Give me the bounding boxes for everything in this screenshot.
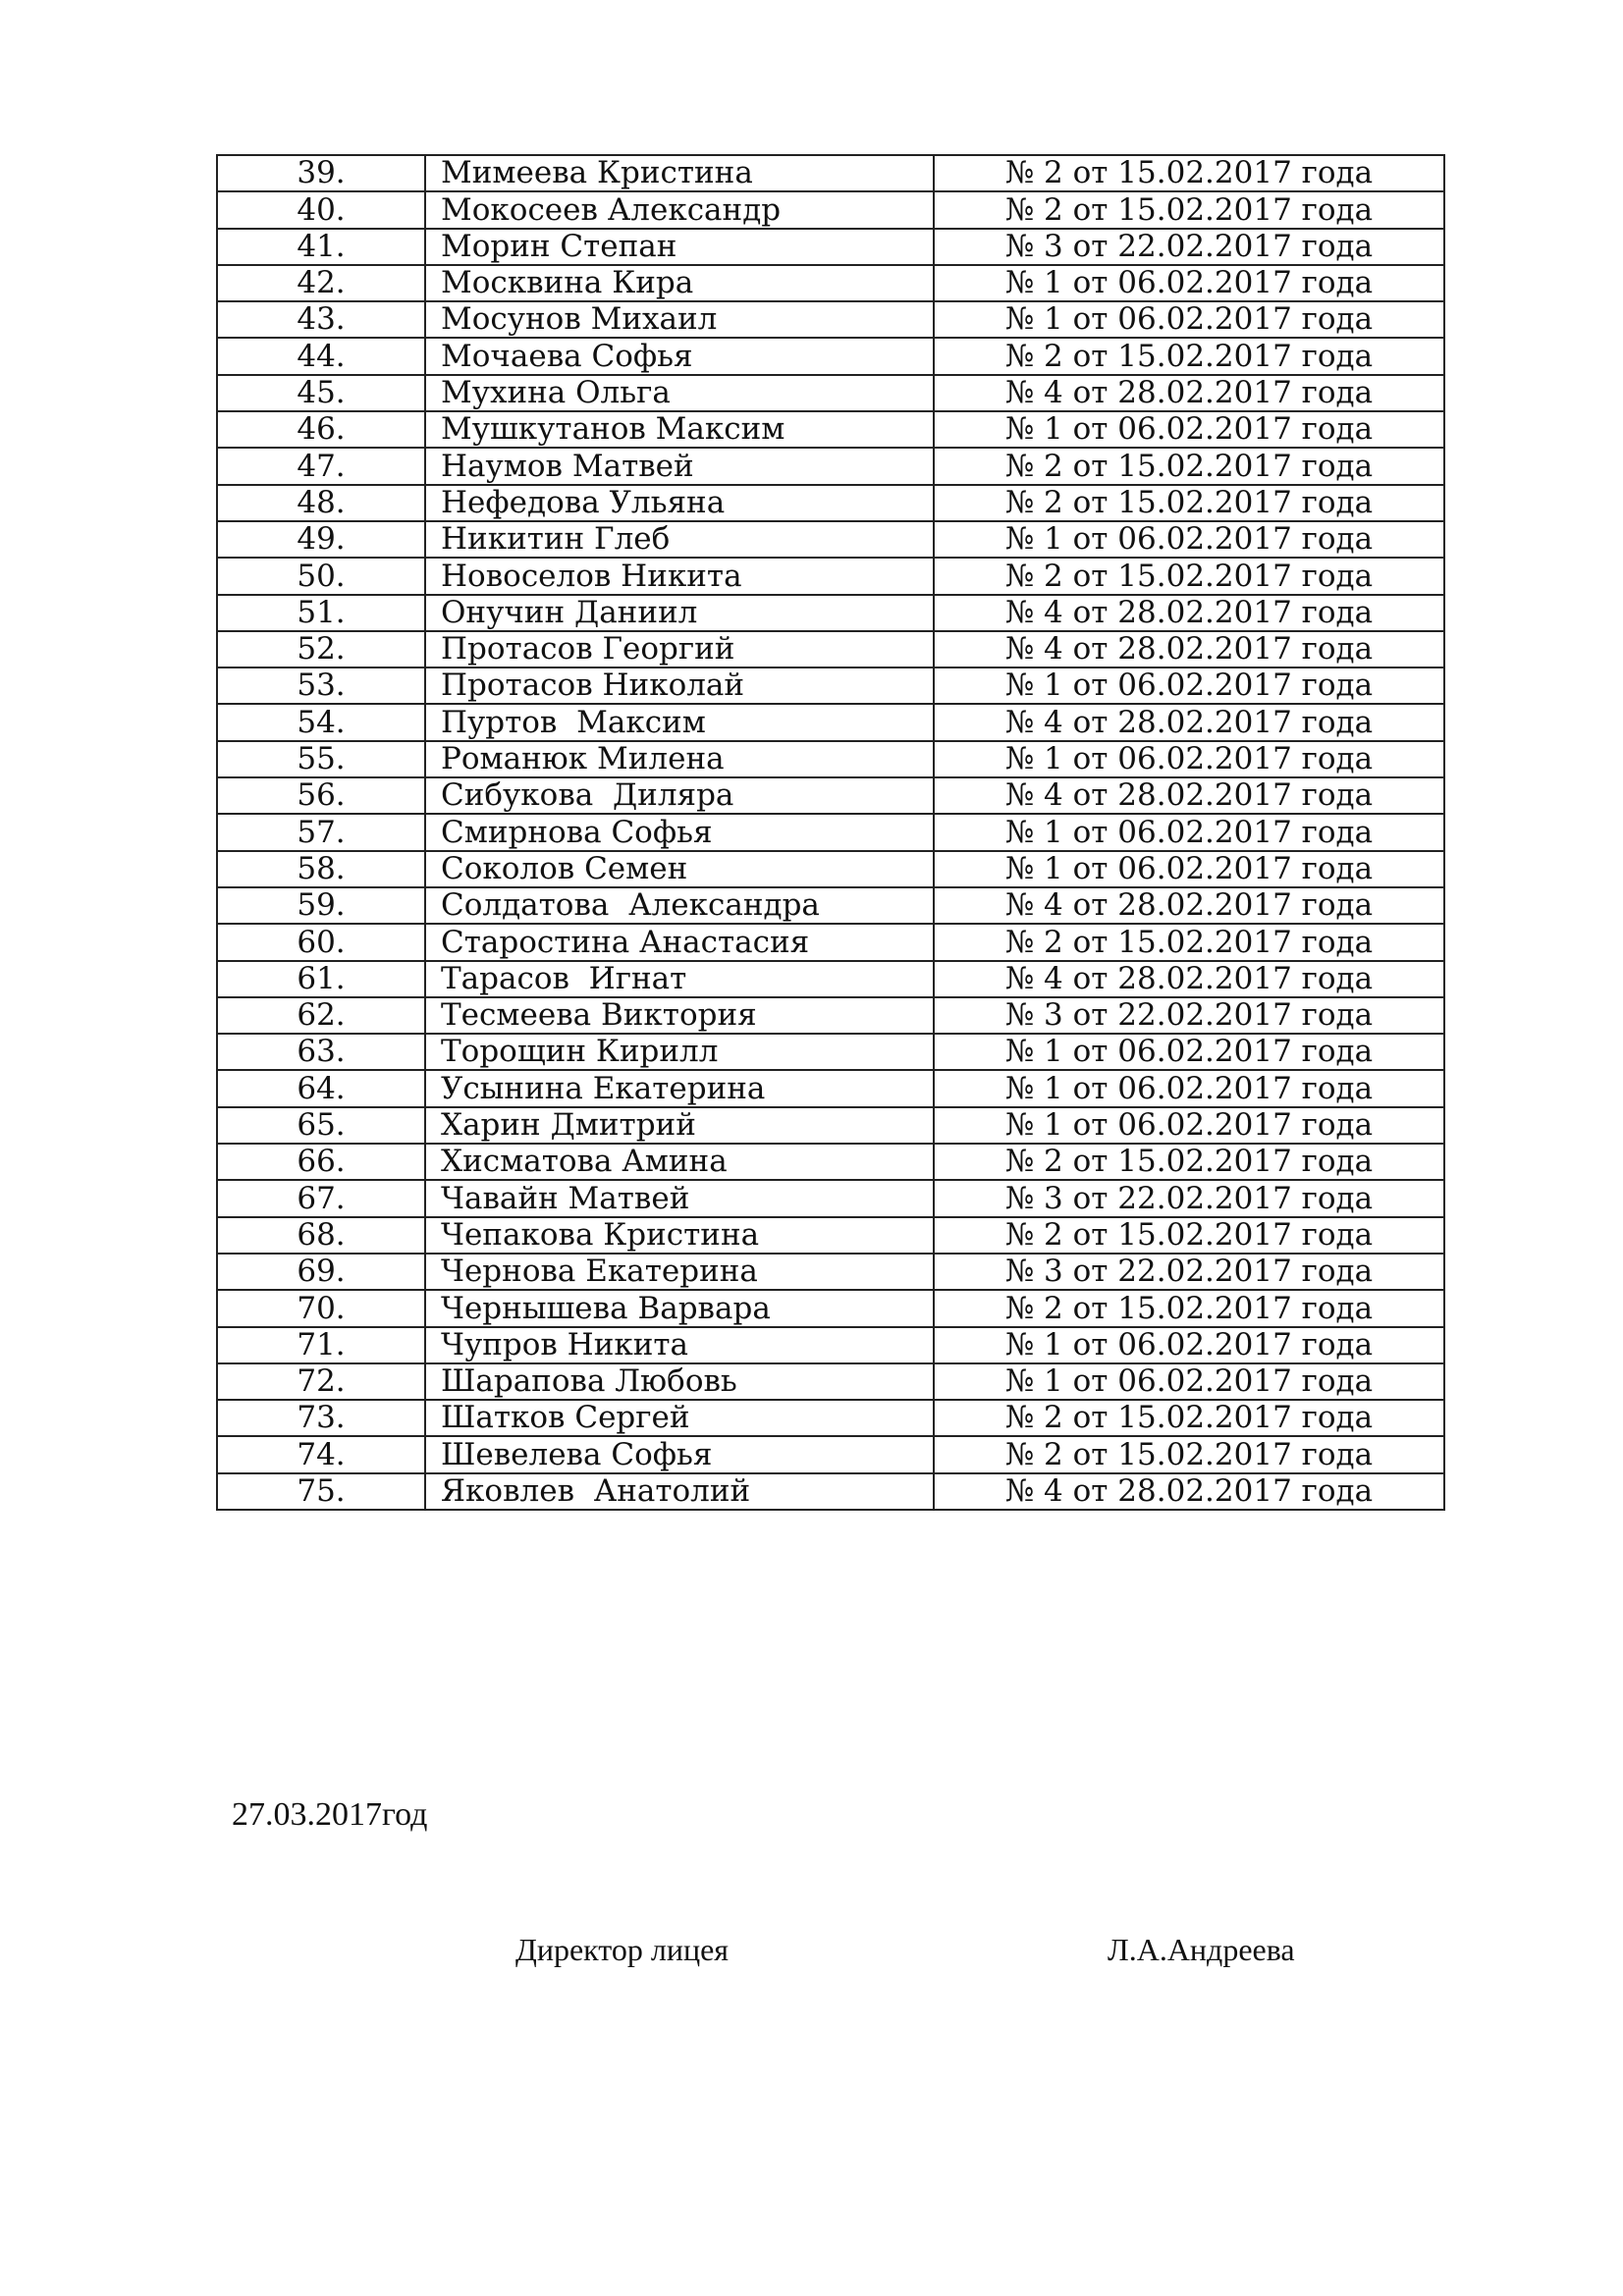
order-reference: № 1 от 06.02.2017 года	[934, 1034, 1444, 1070]
table-row	[217, 595, 1444, 631]
table-row	[217, 1217, 1444, 1254]
row-number: 52.	[217, 631, 425, 667]
row-number: 49.	[217, 521, 425, 558]
order-reference: № 1 от 06.02.2017 года	[934, 265, 1444, 301]
order-reference: № 2 от 15.02.2017 года	[934, 1400, 1444, 1436]
table-row	[217, 558, 1444, 594]
order-reference: № 2 от 15.02.2017 года	[934, 924, 1444, 960]
row-number: 71.	[217, 1327, 425, 1363]
order-reference: № 2 от 15.02.2017 года	[934, 485, 1444, 521]
row-number: 47.	[217, 448, 425, 484]
student-name: Романюк Милена	[425, 741, 934, 777]
order-reference: № 2 от 15.02.2017 года	[934, 191, 1444, 228]
table-row	[217, 1034, 1444, 1070]
order-reference: № 2 от 15.02.2017 года	[934, 448, 1444, 484]
table-row	[217, 1473, 1444, 1510]
row-number: 46.	[217, 411, 425, 448]
student-name: Онучин Даниил	[425, 595, 934, 631]
table-row	[217, 704, 1444, 740]
table-row	[217, 741, 1444, 777]
row-number: 74.	[217, 1436, 425, 1472]
order-reference: № 4 от 28.02.2017 года	[934, 1473, 1444, 1510]
table-row	[217, 448, 1444, 484]
order-reference: № 4 от 28.02.2017 года	[934, 595, 1444, 631]
student-name: Никитин Глеб	[425, 521, 934, 558]
student-name: Сибукова Диляра	[425, 777, 934, 814]
student-name: Солдатова Александра	[425, 887, 934, 924]
table-row	[217, 1327, 1444, 1363]
document-date: 27.03.2017год	[232, 1796, 428, 1833]
student-name: Чернова Екатерина	[425, 1254, 934, 1290]
table-row	[217, 375, 1444, 411]
table-row	[217, 485, 1444, 521]
order-reference: № 1 от 06.02.2017 года	[934, 814, 1444, 850]
row-number: 54.	[217, 704, 425, 740]
table-row	[217, 924, 1444, 960]
row-number: 42.	[217, 265, 425, 301]
table-row	[217, 265, 1444, 301]
row-number: 66.	[217, 1144, 425, 1180]
student-name: Чернышева Варвара	[425, 1290, 934, 1326]
table-row	[217, 1436, 1444, 1472]
student-name: Мосунов Михаил	[425, 301, 934, 338]
table-row	[217, 1144, 1444, 1180]
order-reference: № 2 от 15.02.2017 года	[934, 1144, 1444, 1180]
row-number: 68.	[217, 1217, 425, 1254]
order-reference: № 1 от 06.02.2017 года	[934, 1327, 1444, 1363]
row-number: 50.	[217, 558, 425, 594]
order-reference: № 1 от 06.02.2017 года	[934, 1363, 1444, 1400]
table-row	[217, 1254, 1444, 1290]
row-number: 57.	[217, 814, 425, 850]
row-number: 45.	[217, 375, 425, 411]
row-number: 65.	[217, 1107, 425, 1144]
row-number: 55.	[217, 741, 425, 777]
row-number: 48.	[217, 485, 425, 521]
student-name: Пуртов Максим	[425, 704, 934, 740]
row-number: 53.	[217, 667, 425, 704]
order-reference: № 1 от 06.02.2017 года	[934, 411, 1444, 448]
order-reference: № 3 от 22.02.2017 года	[934, 1254, 1444, 1290]
table-row	[217, 851, 1444, 887]
student-name: Мокосеев Александр	[425, 191, 934, 228]
student-name: Мушкутанов Максим	[425, 411, 934, 448]
table-row	[217, 1290, 1444, 1326]
table-row	[217, 301, 1444, 338]
table-row	[217, 191, 1444, 228]
order-reference: № 1 от 06.02.2017 года	[934, 851, 1444, 887]
student-name: Усынина Екатерина	[425, 1070, 934, 1106]
student-name: Чупров Никита	[425, 1327, 934, 1363]
student-name: Хисматова Амина	[425, 1144, 934, 1180]
row-number: 75.	[217, 1473, 425, 1510]
order-reference: № 3 от 22.02.2017 года	[934, 1180, 1444, 1216]
order-reference: № 4 от 28.02.2017 года	[934, 887, 1444, 924]
order-reference: № 4 от 28.02.2017 года	[934, 631, 1444, 667]
order-reference: № 1 от 06.02.2017 года	[934, 1107, 1444, 1144]
student-name: Протасов Николай	[425, 667, 934, 704]
table-row	[217, 1180, 1444, 1216]
row-number: 61.	[217, 961, 425, 997]
student-name: Чавайн Матвей	[425, 1180, 934, 1216]
table-row	[217, 814, 1444, 850]
student-name: Чепакова Кристина	[425, 1217, 934, 1254]
student-name: Нефедова Ульяна	[425, 485, 934, 521]
table-row	[217, 631, 1444, 667]
order-reference: № 2 от 15.02.2017 года	[934, 155, 1444, 191]
student-name: Мочаева Софья	[425, 338, 934, 374]
student-name: Тесмеева Виктория	[425, 997, 934, 1034]
table-row	[217, 155, 1444, 191]
signer-position: Директор лицея	[515, 1932, 729, 1967]
order-reference: № 4 от 28.02.2017 года	[934, 704, 1444, 740]
row-number: 59.	[217, 887, 425, 924]
row-number: 56.	[217, 777, 425, 814]
table-row	[217, 887, 1444, 924]
order-reference: № 2 от 15.02.2017 года	[934, 1217, 1444, 1254]
student-name: Шевелева Софья	[425, 1436, 934, 1472]
order-reference: № 4 от 28.02.2017 года	[934, 375, 1444, 411]
student-name: Тарасов Игнат	[425, 961, 934, 997]
row-number: 41.	[217, 229, 425, 265]
student-name: Москвина Кира	[425, 265, 934, 301]
row-number: 73.	[217, 1400, 425, 1436]
order-reference: № 2 от 15.02.2017 года	[934, 338, 1444, 374]
student-name: Мухина Ольга	[425, 375, 934, 411]
order-reference: № 3 от 22.02.2017 года	[934, 997, 1444, 1034]
table-row	[217, 338, 1444, 374]
student-name: Соколов Семен	[425, 851, 934, 887]
order-reference: № 1 от 06.02.2017 года	[934, 521, 1444, 558]
row-number: 39.	[217, 155, 425, 191]
order-reference: № 4 от 28.02.2017 года	[934, 961, 1444, 997]
row-number: 40.	[217, 191, 425, 228]
table-row	[217, 961, 1444, 997]
student-name: Мимеева Кристина	[425, 155, 934, 191]
row-number: 62.	[217, 997, 425, 1034]
table-row	[217, 411, 1444, 448]
order-reference: № 1 от 06.02.2017 года	[934, 1070, 1444, 1106]
student-name: Шарапова Любовь	[425, 1363, 934, 1400]
student-name: Морин Степан	[425, 229, 934, 265]
row-number: 60.	[217, 924, 425, 960]
order-reference: № 1 от 06.02.2017 года	[934, 667, 1444, 704]
row-number: 64.	[217, 1070, 425, 1106]
table-row	[217, 1400, 1444, 1436]
row-number: 72.	[217, 1363, 425, 1400]
table-row	[217, 229, 1444, 265]
order-reference: № 2 от 15.02.2017 года	[934, 1290, 1444, 1326]
students-table	[216, 154, 1445, 1511]
student-name: Торощин Кирилл	[425, 1034, 934, 1070]
table-row	[217, 1107, 1444, 1144]
table-row	[217, 1363, 1444, 1400]
row-number: 43.	[217, 301, 425, 338]
table-row	[217, 997, 1444, 1034]
table-row	[217, 1070, 1444, 1106]
table-row	[217, 777, 1444, 814]
student-name: Старостина Анастасия	[425, 924, 934, 960]
row-number: 51.	[217, 595, 425, 631]
order-reference: № 1 от 06.02.2017 года	[934, 301, 1444, 338]
order-reference: № 3 от 22.02.2017 года	[934, 229, 1444, 265]
table-row	[217, 521, 1444, 558]
row-number: 69.	[217, 1254, 425, 1290]
student-name: Харин Дмитрий	[425, 1107, 934, 1144]
student-name: Новоселов Никита	[425, 558, 934, 594]
students-table-body	[217, 155, 1444, 1510]
student-name: Смирнова Софья	[425, 814, 934, 850]
order-reference: № 2 от 15.02.2017 года	[934, 558, 1444, 594]
order-reference: № 1 от 06.02.2017 года	[934, 741, 1444, 777]
student-name: Протасов Георгий	[425, 631, 934, 667]
student-name: Наумов Матвей	[425, 448, 934, 484]
row-number: 63.	[217, 1034, 425, 1070]
signer-name: Л.А.Андреева	[1108, 1932, 1295, 1967]
student-name: Шатков Сергей	[425, 1400, 934, 1436]
row-number: 70.	[217, 1290, 425, 1326]
row-number: 58.	[217, 851, 425, 887]
order-reference: № 4 от 28.02.2017 года	[934, 777, 1444, 814]
order-reference: № 2 от 15.02.2017 года	[934, 1436, 1444, 1472]
table-row	[217, 667, 1444, 704]
row-number: 67.	[217, 1180, 425, 1216]
student-name: Яковлев Анатолий	[425, 1473, 934, 1510]
row-number: 44.	[217, 338, 425, 374]
